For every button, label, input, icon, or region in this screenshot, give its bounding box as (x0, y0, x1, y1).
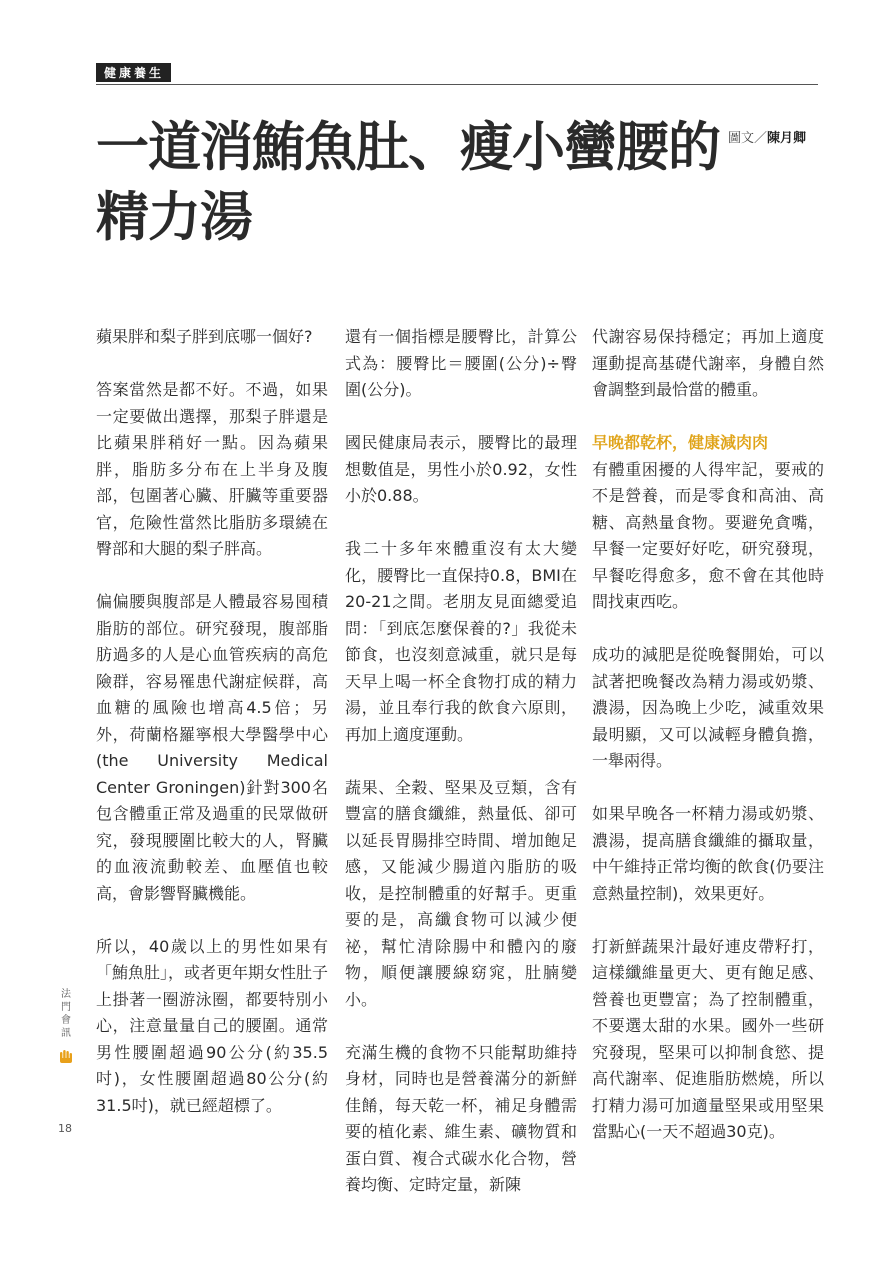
page-number: 18 (58, 1122, 72, 1135)
paragraph: 我二十多年來體重沒有太大變化，腰臀比一直保持0.8，BMI在20-21之間。老朋友見面總愛追問：「到底怎麼保養的?」我從未節食，也沒刻意減重，就只是每天早上喝一杯全食物打成的精力湯，並且奉行我的飲食六原則，再加上適度運動。 (345, 539, 577, 744)
paragraph: 代謝容易保持穩定；再加上適度運動提高基礎代謝率，身體自然會調整到最恰當的體重。 (592, 327, 824, 399)
magazine-char: 會 (61, 1015, 71, 1026)
paragraph: 蔬果、全穀、堅果及豆類，含有豐富的膳食纖維，熱量低、卻可以延長胃腸排空時間、增加飽足感，又能減少腸道內脂肪的吸收，是控制體重的好幫手。更重要的是，高纖食物可以減少便祕，幫忙清除腸中和體內的廢物，順便讓腰線窈窕，肚腩變小。 (345, 777, 577, 1009)
column-3 (592, 324, 824, 1172)
magazine-name (56, 988, 76, 1040)
paragraph: 充滿生機的食物不只能幫助維持身材，同時也是營養滿分的新鮮佳餚，每天乾一杯，補足身體需要的植化素、維生素、礦物質和蛋白質、複合式碳水化合物，營養均衡、定時定量，新陳 (345, 1042, 577, 1194)
paragraph: 還有一個指標是腰臀比，計算公式為：腰臀比＝腰圍(公分)÷臀圍(公分)。 (345, 327, 577, 399)
section-tag: 健康養生 (96, 63, 171, 82)
paragraph: 蘋果胖和梨子胖到底哪一個好? (96, 327, 313, 346)
column-1 (96, 324, 328, 1146)
byline-prefix: 圖文／ (728, 131, 768, 146)
article-title (96, 112, 736, 252)
magazine-char: 訊 (61, 1028, 71, 1039)
paragraph: 國民健康局表示，腰臀比的最理想數值是，男性小於0.92，女性小於0.88。 (345, 433, 577, 505)
byline-author: 陳月卿 (767, 131, 807, 146)
magazine-char: 法 (61, 989, 71, 1000)
byline (728, 127, 806, 146)
paragraph: 打新鮮蔬果汁最好連皮帶籽打，這樣纖維量更大、更有飽足感、營養也更豐富；為了控制體重，不要選太甜的水果。國外一些研究發現，堅果可以抑制食慾、提高代謝率、促進脂肪燃燒，所以打精力湯可加適量堅果或用堅果當點心(一天不超過30克)。 (592, 936, 824, 1141)
paragraph: 偏偏腰與腹部是人體最容易囤積脂肪的部位。研究發現，腹部脂肪過多的人是心血管疾病的高危險群，容易罹患代謝症候群，高血糖的風險也增高4.5倍；另外，荷蘭格羅寧根大學醫學中心(the University Medical Center Groningen)針對300名包含體重正常及過重的民眾做研究，發現腰圍比較大的人，腎臟的血液流動較差、血壓值也較高，會影響腎臟機能。 (96, 592, 328, 903)
paragraph: 答案當然是都不好。不過，如果一定要做出選擇，那梨子胖還是比蘋果胖稍好一點。因為蘋果胖，脂肪多分布在上半身及腹部，包圍著心臟、肝臟等重要器官，危險性當然比脂肪多環繞在臀部和大腿的梨子胖高。 (96, 380, 328, 558)
header-rule (96, 84, 818, 85)
paragraph: 所以，40歲以上的男性如果有「鮪魚肚」，或者更年期女性肚子上掛著一圈游泳圈，都要特別小心，注意量量自己的腰圍。通常男性腰圍超過90公分(約35.5吋)，女性腰圍超過80公分(約31.5吋)，就已經超標了。 (96, 936, 329, 1115)
column-2 (345, 324, 577, 1225)
title-line-1: 一道消鮪魚肚、瘦小蠻腰的 (96, 116, 720, 178)
title-line-2: 精力湯 (96, 186, 252, 248)
magazine-char: 門 (61, 1002, 71, 1013)
paragraph: 如果早晚各一杯精力湯或奶漿、濃湯，提高膳食纖維的攝取量，中午維持正常均衡的飲食(仍要注意熱量控制)，效果更好。 (592, 804, 824, 903)
margin-magazine-mark (56, 988, 76, 1064)
subheading: 早晚都乾杯，健康減肉肉 (592, 433, 769, 452)
paragraph: 成功的減肥是從晚餐開始，可以試著把晚餐改為精力湯或奶漿、濃湯，因為晚上少吃，減重效果最明顯，又可以減輕身體負擔，一舉兩得。 (592, 645, 824, 770)
paragraph: 有體重困擾的人得牢記，要戒的不是營養，而是零食和高油、高糖、高熱量食物。要避免貪嘴，早餐一定要好好吃，研究發現，早餐吃得愈多，愈不會在其他時間找東西吃。 (592, 459, 824, 611)
hand-icon (58, 1048, 74, 1064)
